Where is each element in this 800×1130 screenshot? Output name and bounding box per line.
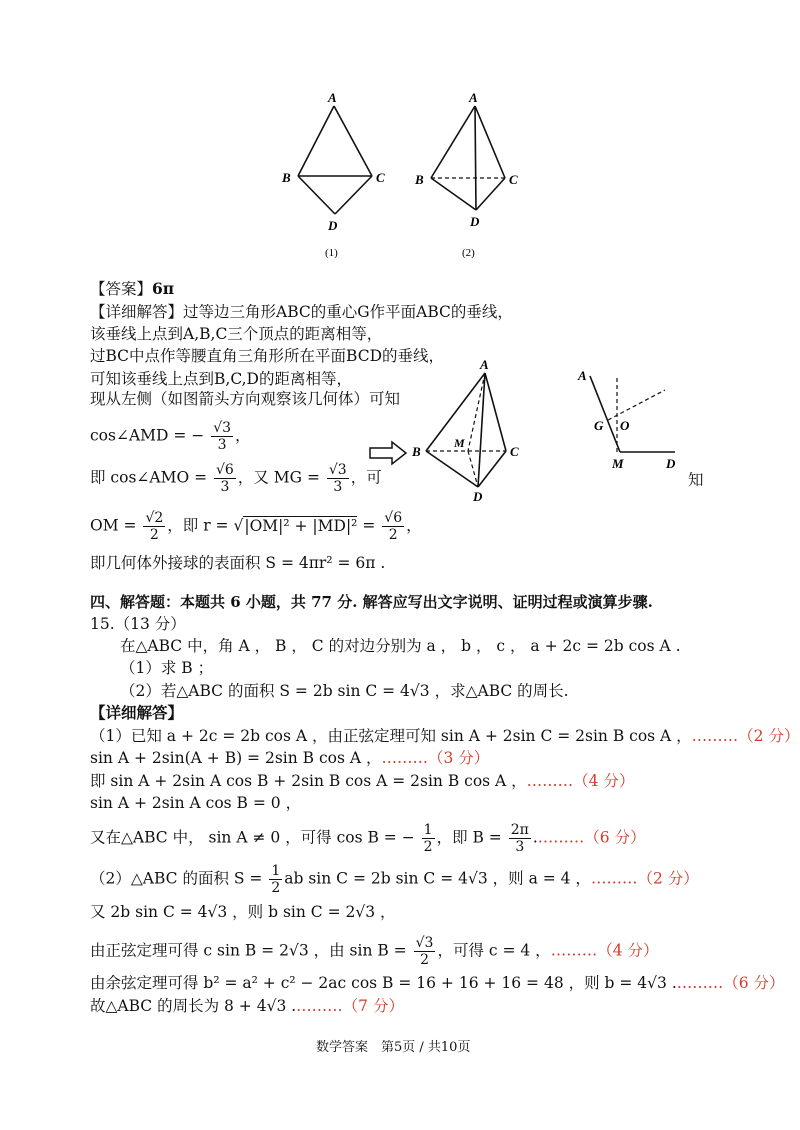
fig3-label-b: B	[412, 444, 421, 459]
fig2-caption: (2)	[462, 247, 475, 259]
fig3-label-m: M	[454, 436, 465, 450]
fig1-label-a: A	[328, 90, 337, 105]
side-zhi: 知	[688, 471, 704, 489]
fig1-label-c: C	[376, 170, 385, 185]
solution-line-3: 即 sin A + 2sin A cos B + 2sin B cos A = 2sin B cos A ，………（4 分）	[90, 772, 635, 790]
points-badge: ………（6 分）	[537, 828, 646, 847]
fig4-label-m: M	[612, 456, 624, 471]
fig1-caption: (1)	[325, 247, 338, 259]
q15-part-1: （1）求 B ；	[120, 659, 214, 677]
page-footer: 数学答案 第5页 / 共10页	[316, 1040, 471, 1055]
fig2-label-d: D	[470, 214, 480, 229]
points-badge: ………（4 分）	[550, 941, 659, 960]
solution-line-7: 又 2b sin C = 4√3 ，则 b sin C = 2√3 ，	[90, 903, 396, 921]
cos-amd-text: cos∠AMD = −	[90, 426, 205, 445]
section-4-heading: 四、解答题：本题共 6 小题，共 77 分. 解答应写出文字说明、证明过程或演算步骤.	[90, 593, 653, 611]
figure-2	[405, 90, 535, 260]
detail-label: 【详细解答】	[90, 303, 184, 321]
solution-line-10: 故△ABC 的周长为 8 + 4√3 .………（7 分）	[90, 997, 404, 1015]
detail-line-8: OM = $\frac{√2}{2}$ ，即 r = √|OM|² + |MD|² = $\frac{√6}{2}$ ，	[90, 510, 422, 543]
fig4-label-d: D	[666, 456, 676, 471]
q15-detail-label: 【详细解答】	[90, 703, 184, 722]
q15-text: 在△ABC 中，角 A ， B ， C 的对边分别为 a ， b ， c ， a + 2c = 2b cos A .	[120, 637, 681, 655]
fig4-label-g: G	[594, 418, 604, 433]
answer-value: 6π	[152, 279, 175, 298]
fig1-label-d: D	[328, 218, 338, 233]
fraction-sqrt6-over-2: $\frac{√6}{2}$	[384, 510, 403, 543]
om-text: OM =	[90, 516, 137, 535]
detail-line-3: 过BC中点作等腰直角三角形所在平面BCD的垂线，	[90, 347, 445, 365]
fig2-label-b: B	[415, 172, 424, 187]
fig3-label-d: D	[473, 489, 483, 504]
solution-line-6: （2）△ABC 的面积 S = $\frac{1}{2}$ ab sin C = 2b sin C = 4√3 ，则 a = 4 ，………（2 分）	[90, 863, 699, 896]
fraction-sqrt3-over-3: $\frac{√3}{3}$	[213, 420, 232, 453]
fig2-label-c: C	[509, 172, 518, 187]
answer-label: 【答案】	[90, 280, 153, 298]
detail-line-2: 该垂线上点到A,B,C三个顶点的距离相等，	[90, 325, 383, 343]
solution-line-4: sin A + 2sin A cos B = 0 ，	[90, 794, 302, 812]
fig4-label-a: A	[578, 368, 587, 383]
fig1-label-b: B	[282, 170, 291, 185]
fraction-sqrt6-over-3: $\frac{√6}{3}$	[216, 462, 234, 495]
figure-4-side-view	[570, 360, 700, 475]
q15-title: 15.（13 分）	[90, 615, 186, 633]
fraction-1-over-2-b: $\frac{1}{2}$	[271, 863, 281, 896]
solution-line-5: 又在△ABC 中， sin A ≠ 0 ，可得 cos B = − $\frac{1}{2}$ ，即 B = $\frac{2\pi}{3}$ .………（6 分）	[90, 822, 646, 855]
fig4-label-o: O	[620, 418, 630, 433]
solution-line-8: 由正弦定理可得 c sin B = 2√3 ，由 sin B = $\frac{√3}{2}$ ，可得 c = 4 ，………（4 分）	[90, 935, 659, 968]
fig3-label-c: C	[510, 444, 519, 459]
detail-line-7: 即 cos∠AMO = $\frac{√6}{3}$ ，又 MG = $\frac{√3}{3}$ ，可	[90, 462, 382, 495]
figure-3-tetrahedron	[410, 355, 540, 505]
detail-line-6: cos∠AMD = − $\frac{√3}{3}$ ，	[90, 420, 251, 453]
fig2-label-a: A	[469, 90, 478, 105]
fraction-1-over-2: $\frac{1}{2}$	[423, 822, 433, 855]
points-badge: ………（3 分）	[381, 749, 490, 767]
detail-line-4: 可知该垂线上点到B,C,D的距离相等，	[90, 370, 352, 388]
points-badge: ………（6 分）	[676, 974, 785, 992]
fig3-label-a: A	[480, 357, 489, 372]
detail-text-1: 过等边三角形ABC的重心G作平面ABC的垂线，	[183, 303, 513, 321]
points-badge: ………（2 分）	[691, 727, 800, 745]
points-badge: ………（7 分）	[296, 997, 404, 1015]
points-badge: ………（4 分）	[526, 772, 635, 790]
fraction-sqrt3-over-3-b: $\frac{√3}{3}$	[328, 462, 347, 495]
radicand: |OM|² + |MD|²	[244, 516, 358, 535]
detail-line-9: 即几何体外接球的表面积 S = 4πr² = 6π .	[90, 554, 386, 572]
q15-part-2: （2）若△ABC 的面积 S = 2b sin C = 4√3 ，求△ABC 的周长.	[120, 682, 569, 700]
figure-1	[270, 90, 400, 260]
solution-line-1: （1）已知 a + 2c = 2b cos A ，由正弦定理可知 sin A + 2sin C = 2sin B cos A ，………（2 分）	[90, 727, 800, 745]
detail-line-1	[90, 302, 513, 322]
fraction-sqrt3-over-2: $\frac{√3}{2}$	[415, 935, 434, 968]
solution-line-2: sin A + 2sin(A + B) = 2sin B cos A ，………（3 分）	[90, 749, 490, 767]
points-badge: ………（2 分）	[590, 869, 699, 888]
answer-line	[90, 279, 174, 299]
solution-line-9: 由余弦定理可得 b² = a² + c² − 2ac cos B = 16 + 16 + 16 = 48 ，则 b = 4√3 .………（6 分）	[90, 974, 785, 992]
fraction-sqrt2-over-2: $\frac{√2}{2}$	[145, 510, 164, 543]
arrow-right-icon	[368, 440, 408, 466]
detail-line-5: 现从左侧（如图箭头方向观察该几何体）可知	[90, 390, 401, 408]
cos-amo-text: 即 cos∠AMO =	[90, 468, 208, 487]
fraction-2pi-over-3: $\frac{2\pi}{3}$	[510, 822, 529, 855]
